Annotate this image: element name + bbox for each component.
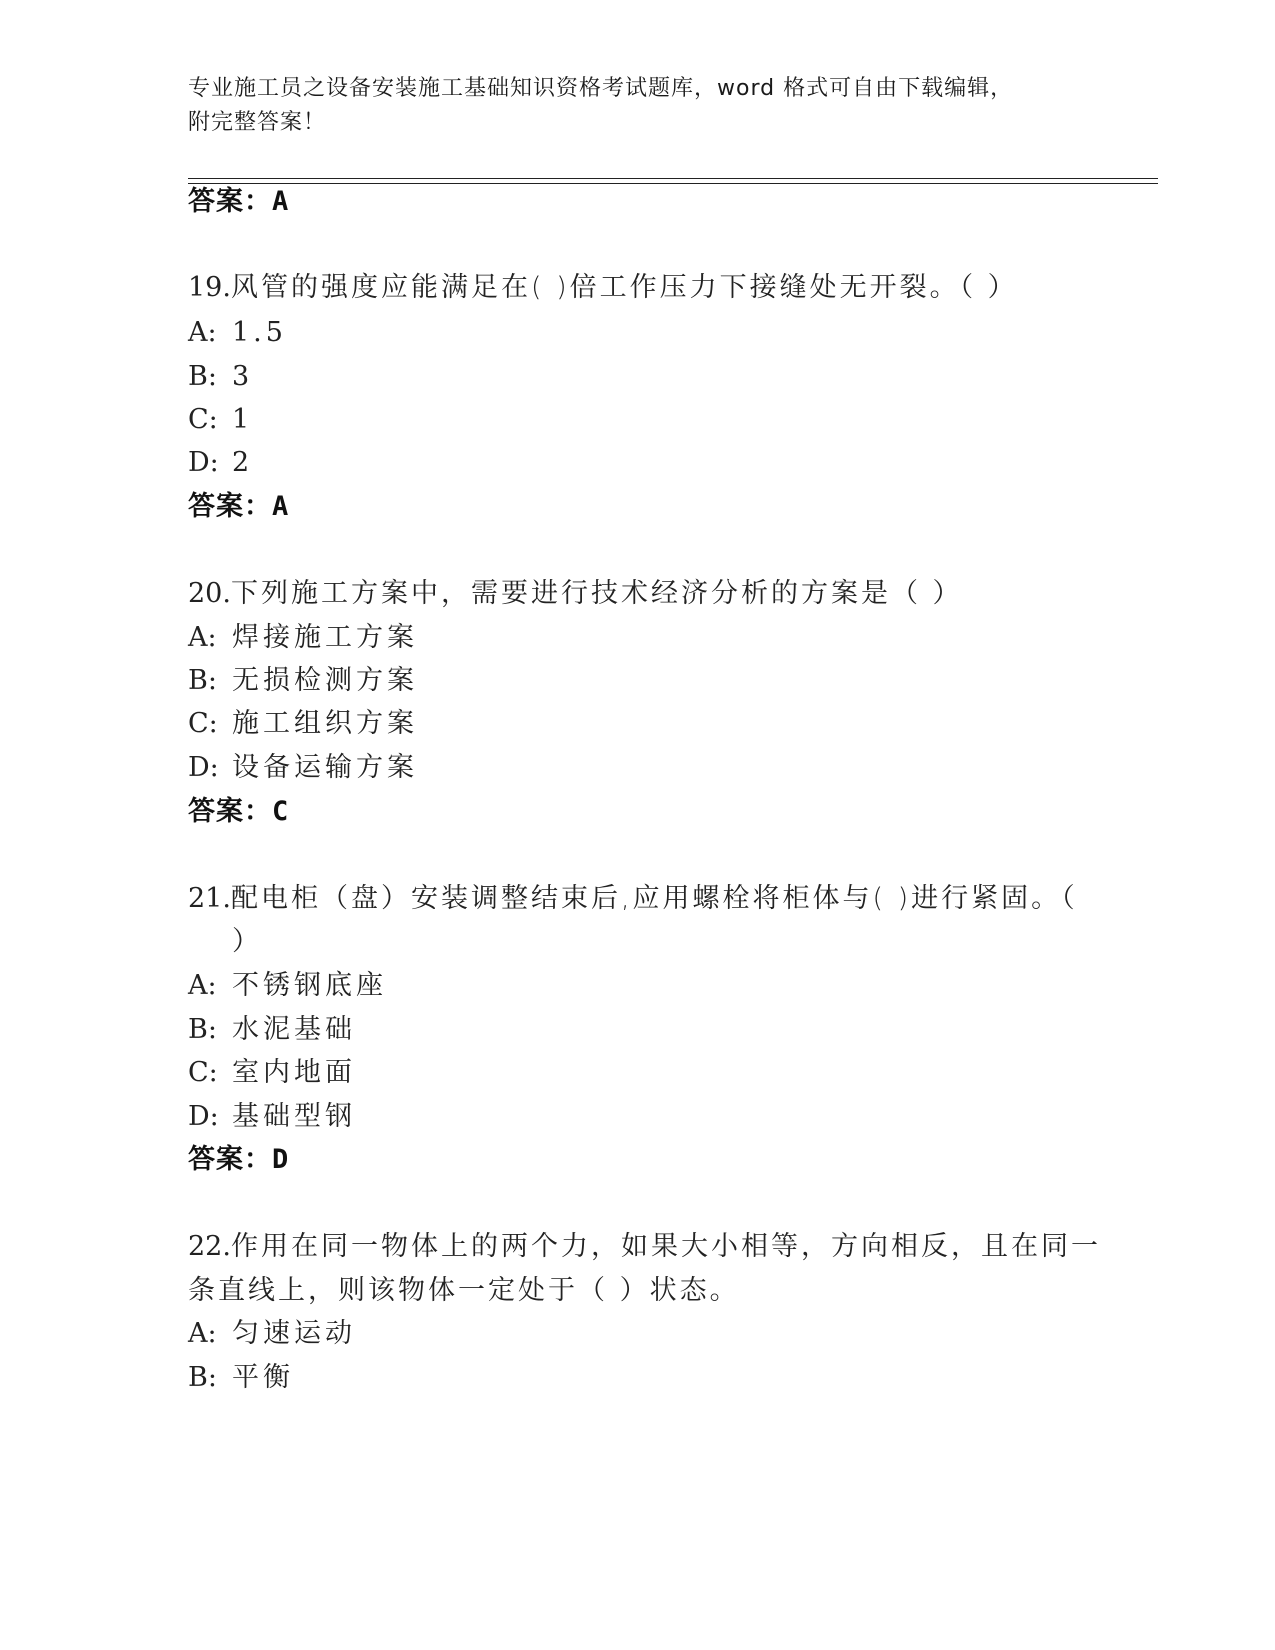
header-line-2: 附完整答案！ [188, 110, 327, 135]
option-key: C: [188, 708, 218, 739]
answer-label: 答案： [188, 186, 272, 217]
document-header [188, 72, 1088, 140]
question-21-text [188, 881, 1078, 917]
option-key: B: [188, 1362, 217, 1393]
option-text: 水泥基础 [232, 1014, 356, 1045]
option-text: 室内地面 [232, 1057, 356, 1088]
option-key: D: [188, 447, 219, 478]
option-key: A: [188, 622, 217, 653]
option-text: 基础型钢 [232, 1101, 356, 1132]
option-text: 1.5 [232, 317, 287, 348]
question-21-option-a [188, 968, 387, 1004]
question-20-text [188, 576, 963, 612]
question-stem: 风管的强度应能满足在( )倍工作压力下接缝处无开裂。（ ） [230, 272, 1018, 303]
question-19-option-c [188, 402, 253, 438]
header-line-1: 专业施工员之设备安装施工基础知识资格考试题库，word 格式可自由下载编辑， [188, 76, 1014, 101]
answer-value: C [272, 796, 290, 827]
header-divider-bottom [188, 183, 1158, 184]
option-text: 匀速运动 [232, 1318, 356, 1349]
question-number: 22. [188, 1231, 231, 1262]
question-20-option-d [188, 750, 418, 786]
question-stem: 作用在同一物体上的两个力，如果大小相等，方向相反，且在同一 [230, 1231, 1101, 1262]
question-22-option-b [188, 1360, 294, 1396]
option-key: A: [188, 1318, 217, 1349]
header-divider-top [188, 178, 1158, 179]
option-key: C: [188, 404, 218, 435]
question-20-option-b [188, 663, 418, 699]
question-19-answer [188, 489, 289, 525]
question-number: 21. [188, 883, 231, 914]
option-key: A: [188, 317, 217, 348]
question-22-option-a [188, 1316, 356, 1352]
answer-value: A [272, 186, 290, 217]
option-text: 平衡 [232, 1362, 294, 1393]
option-text: 2 [232, 447, 254, 478]
option-key: B: [188, 1014, 217, 1045]
question-22-text [188, 1229, 1101, 1265]
question-21-option-b [188, 1012, 356, 1048]
option-key: C: [188, 1057, 218, 1088]
question-19-text [188, 270, 1018, 306]
question-stem: 配电柜（盘）安装调整结束后,应用螺栓将柜体与( )进行紧固。（ [230, 883, 1078, 914]
previous-answer [188, 184, 289, 220]
question-21-option-c [188, 1055, 356, 1091]
option-text: 设备运输方案 [232, 752, 418, 783]
option-key: D: [188, 752, 219, 783]
question-19-option-a [188, 315, 287, 351]
answer-value: D [272, 1144, 290, 1175]
question-number: 20. [188, 578, 231, 609]
option-text: 不锈钢底座 [232, 970, 387, 1001]
option-key: D: [188, 1101, 219, 1132]
question-number: 19. [188, 272, 231, 303]
question-19-option-b [188, 359, 253, 395]
question-22-text-continued: 条直线上，则该物体一定处于（ ）状态。 [188, 1275, 740, 1306]
answer-value: A [272, 491, 290, 522]
question-21-answer [188, 1142, 289, 1178]
answer-label: 答案： [188, 1144, 272, 1175]
question-19-option-d [188, 445, 253, 481]
option-key: B: [188, 665, 217, 696]
option-text: 3 [232, 361, 254, 392]
answer-label: 答案： [188, 796, 272, 827]
question-20-option-c [188, 706, 418, 742]
question-21-text-continued: ） [232, 926, 262, 957]
option-text: 无损检测方案 [232, 665, 418, 696]
option-text: 焊接施工方案 [232, 622, 418, 653]
question-stem: 下列施工方案中，需要进行技术经济分析的方案是（ ） [230, 578, 963, 609]
option-key: B: [188, 361, 217, 392]
answer-label: 答案： [188, 491, 272, 522]
question-20-option-a [188, 620, 418, 656]
option-text: 施工组织方案 [232, 708, 418, 739]
question-21-option-d [188, 1099, 356, 1135]
question-20-answer [188, 794, 289, 830]
option-key: A: [188, 970, 217, 1001]
option-text: 1 [232, 404, 254, 435]
